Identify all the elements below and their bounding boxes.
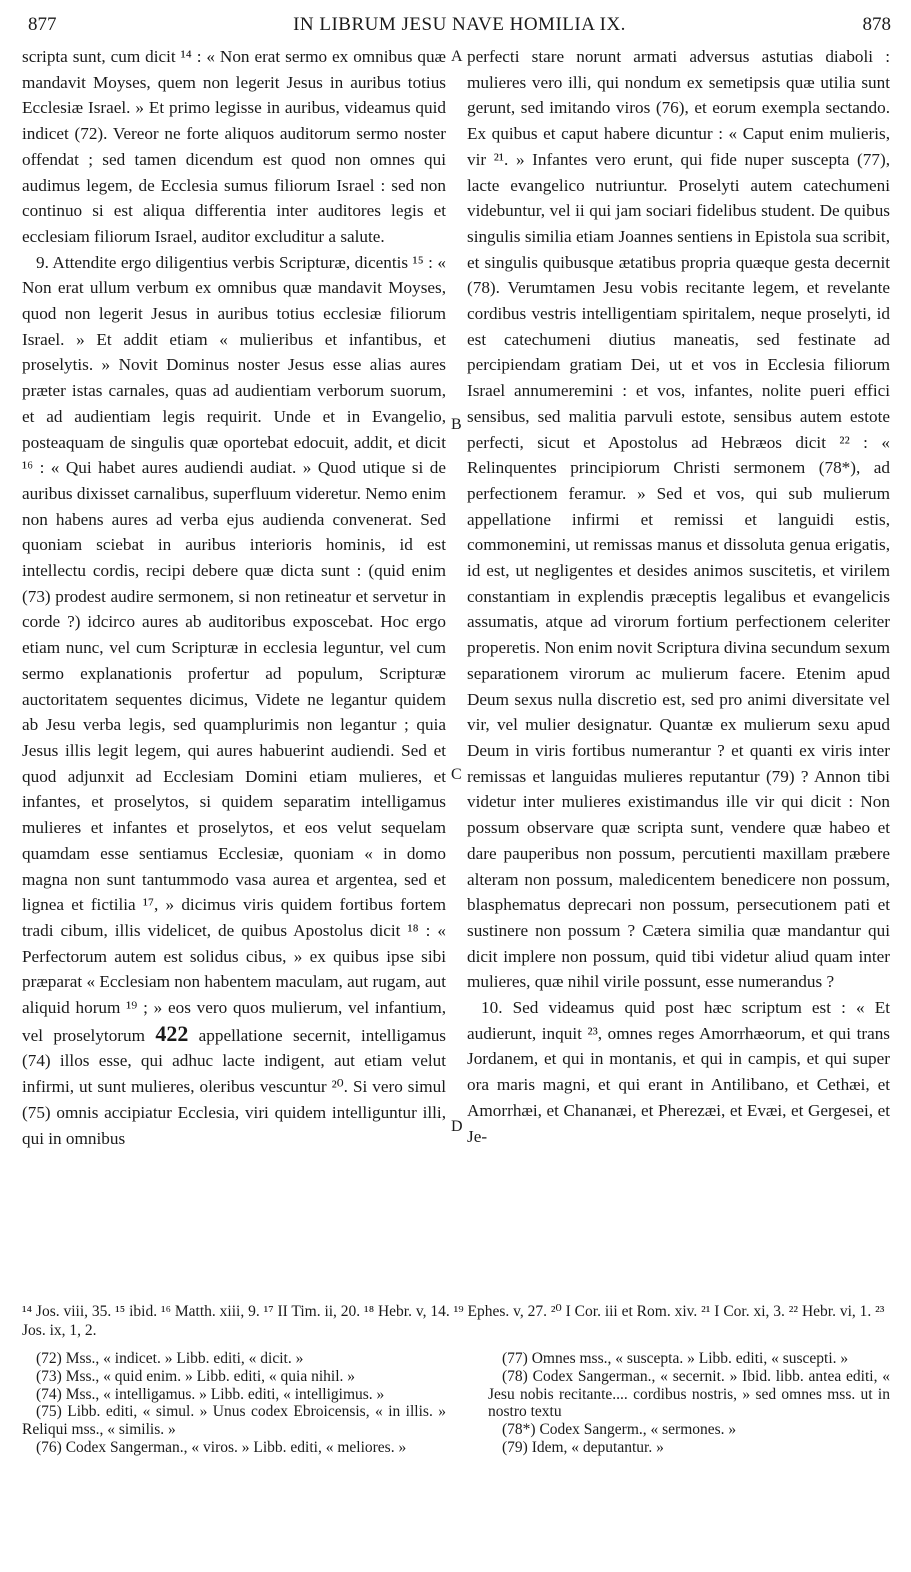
variant-note: (79) Idem, « deputantur. » [502, 1438, 664, 1456]
scripture-footnotes [22, 1302, 891, 1340]
variant-note: (78) Codex Sangerman., « secernit. » Ibid. libb. antea editi, « Jesu nobis recitante.... cordibus nostris, » sed omnes mss. ut in nostro textu [488, 1367, 890, 1421]
right-paragraph-1: perfecti stare norunt armati adversus astutias diaboli : mulieres vero illi, qui nondum ex semetipsis quæ utilia sunt gerunt, sed imitando viros (76), et eorum exempla sectando. Ex quibus et caput habere dicuntur : « Caput enim mulieris, vir ²¹. » Infantes vero erunt, qui fide nuper suscepta (77), lacte evangelico nutriuntur. Proselyti autem catechumeni videbuntur, vel ii qui jam sociari fidelibus student. De quibus singulis similia etiam Joannes sentiens in Epistola sua scribit, et singulis quibusque ætatibus propria quæque gesta decernit (78). Verumtamen Jesu vobis recitante legem, et revelante cordibus vestris intelligentiam spiritalem, neque proselyti, id est catechumeni diutius maneatis, sed festinate ad percipiendam gratiam Dei, ut et vos in Ecclesia filiorum Israel annumeremini : et vos, infantes, nolite pueri effici sensibus, sed malitia parvuli estote, sensibus autem estote perfecti, sicut et Apostolus ad Hebræos dicit ²² : « Relinquentes principiorum Christi sermonem (78*), ad perfectionem feramur. » Sed et vos, qui sub mulierum appellatione infirmi et remissi et languidi estis, commonemini, ut remissas manus et dissoluta genua erigatis, id est, ut negligentes et desides animos suscitetis, et virilem constantiam in explendis præceptis legalibus et evangelicis assumatis, atque ad virorum fortium perfectionem celeriter properetis. Non enim novit Scriptura divina secundum sexum separationem virorum ac mulierum facere. Etenim apud Deum sexus nulla discretio est, sed pro animi diversitate vel vir, vel mulier designatur. Quantæ ex mulierum sexu apud Deum in viris fortibus numerantur ? et quanti ex viris inter remissas et languidas mulieres reputantur (79) ? Annon tibi videtur inter mulieres existimandus ille vir qui dicit : Non possum observare quæ scripta sunt, vendere quæ habeo et dare pauperibus non possum, percutienti maxillam præbere alteram non possum, maledicentem benedicere non possum, blasphematus deprecari non possum, persecutionem pati et sustinere non possum ? Cætera similia quæ mandantur qui dicit implere non possum, quid tibi videtur aliud quam inter mulieres, quæ nihil virile possunt, esse numerandus ? [467, 47, 890, 992]
running-header [28, 14, 891, 38]
page-number-right: 878 [862, 14, 891, 35]
running-title: IN LIBRUM JESU NAVE HOMILIA IX. [293, 14, 626, 35]
variant-note: (72) Mss., « indicet. » Libb. editi, « dicit. » [36, 1350, 304, 1367]
margin-letter-d: D [451, 1118, 463, 1135]
margin-letter-a: A [451, 48, 463, 65]
variant-note: (77) Omnes mss., « suscepta. » Libb. editi, « suscepti. » [502, 1350, 849, 1367]
left-paragraph-2-text: 9. Attendite ergo diligentius verbis Scripturæ, dicentis ¹⁵ : « Non erat ullum verbum ex omnibus quæ mandavit Moyses, quod non legerit Jesus in auribus totius ecclesiæ filiorum Israel. » Et addit etiam « mulieribus et infantibus, et proselytis. » Novit Dominus noster Jesus esse alias aures præter istas carnales, quas ad audientiam verborum suorum, et ad audientiam legis requirit. Unde et in Evangelio, posteaquam de singulis quæ oportebat edocuit, addit, et dicit ¹⁶ : « Qui habet aures audiendi audiat. » Quod utique si de auribus dixisset carnalibus, superfluum videretur. Nemo enim non habens aures ad verba ejus audienda convenerat. Sed quoniam sciebat in auribus interioris hominis, id est intellectu cordis, recipi debere quæ dicta sunt : (quid enim (73) prodest audire sermonem, si non retineatur et servetur in corde ?) idcirco aures ab auditoribus exposcebat. Hoc ergo etiam nunc, vel cum Scripturæ in ecclesia leguntur, vel cum sermo explanationis profertur ad populum, Scripturæ auctoritatem sequentes dicimus, Videte ne legantur quidem ab Jesu verba legis, sed quamplurimis non legantur ; quia Jesus illis legit legem, qui aures habuerint audiendi. Sed et quod adjunxit ad Ecclesiam Domini etiam mulieres, et infantes, et proselytos, si quidem separatim intelligamus mulieres et infantes et proselytos, et eos velut sequelam quamdam esse sentiamus Ecclesiæ, quoniam « in domo magna non sunt tantummodo vasa aurea et argentea, sed et lignea et fictilia ¹⁷, » dicimus viris quidem fortibus fortem tradi cibum, illis videlicet, de quibus Apostolus dicit ¹⁸ : « Perfectorum autem est solidus cibus, » ex quibus ipse sibi præparat « Ecclesiam non habentem maculam, aut rugam, aut aliquid horum ¹⁹ ; » eos vero quos mulierum, vel infantium, vel proselytorum [22, 252, 446, 1045]
left-paragraph-1: scripta sunt, cum dicit ¹⁴ : « Non erat sermo ex omnibus quæ mandavit Moyses, quem non legerit Jesus in auribus totius Ecclesiæ Israel. » Et primo legisse in auribus, videamus quid indicet (72). Vereor ne forte aliquos auditorum sermo noster offendat ; sed tamen dicendum est quod non omnes qui audimus legem, de Ecclesia sumus filiorum Israel : sed non continuo si est aliqua differentia inter auditores legis et ecclesiam filiorum Israel, auditor excluditur a salute. [22, 47, 446, 246]
right-paragraph-2: 10. Sed videamus quid post hæc scriptum est : « Et audierunt, inquit ²³, omnes reges Amorrhæorum, et qui trans Jordanem, et qui in montanis, et qui in campis, et qui super ora maris magni, et qui erant in Antilibano, et Cethæi, et Amorrhæi, et Chananæi, et Pherezæi, et Evæi, et Gergesei, et Je- [467, 998, 890, 1146]
margin-letter-c: C [451, 766, 462, 783]
edition-page-number: 422 [155, 1020, 189, 1046]
left-paragraph-2-tail: appellatione secernit, intelligamus (74) illos esse, qui adhuc lacte indigent, aut etiam velut infirmi, ut sunt mulieres, oleribus vescuntur ²⁰. Si vero simul (75) omnis accipiatur Ecclesia, viri quidem intelliguntur illi, qui in omnibus [22, 1025, 446, 1148]
variant-notes-right [488, 1350, 890, 1457]
variant-note: (75) Libb. editi, « simul. » Unus codex Ebroicensis, « in illis. » Reliqui mss., « similis. » [22, 1403, 446, 1439]
variant-note: (76) Codex Sangerman., « viros. » Libb. editi, « meliores. » [36, 1438, 407, 1456]
variant-note: (73) Mss., « quid enim. » Libb. editi, « quia nihil. » [36, 1367, 356, 1385]
left-paragraph-2 [22, 250, 446, 1152]
left-column [22, 44, 446, 1151]
variant-note: (74) Mss., « intelligamus. » Libb. editi, « intelligimus. » [36, 1385, 385, 1403]
variant-note: (78*) Codex Sangerm., « sermones. » [502, 1421, 737, 1439]
right-column [467, 44, 890, 1149]
margin-letter-b: B [451, 416, 462, 433]
scripture-footnote-text: ¹⁴ Jos. viii, 35. ¹⁵ ibid. ¹⁶ Matth. xiii, 9. ¹⁷ II Tim. ii, 20. ¹⁸ Hebr. v, 14. ¹⁹ Ephes. v, 27. ²⁰ I Cor. iii et Rom. xiv. ²¹ I Cor. xi, 3. ²² Hebr. vi, 1. ²³ Jos. ix, 1, 2. [22, 1303, 885, 1339]
page-number-left: 877 [28, 14, 57, 35]
variant-notes-left [22, 1350, 446, 1457]
